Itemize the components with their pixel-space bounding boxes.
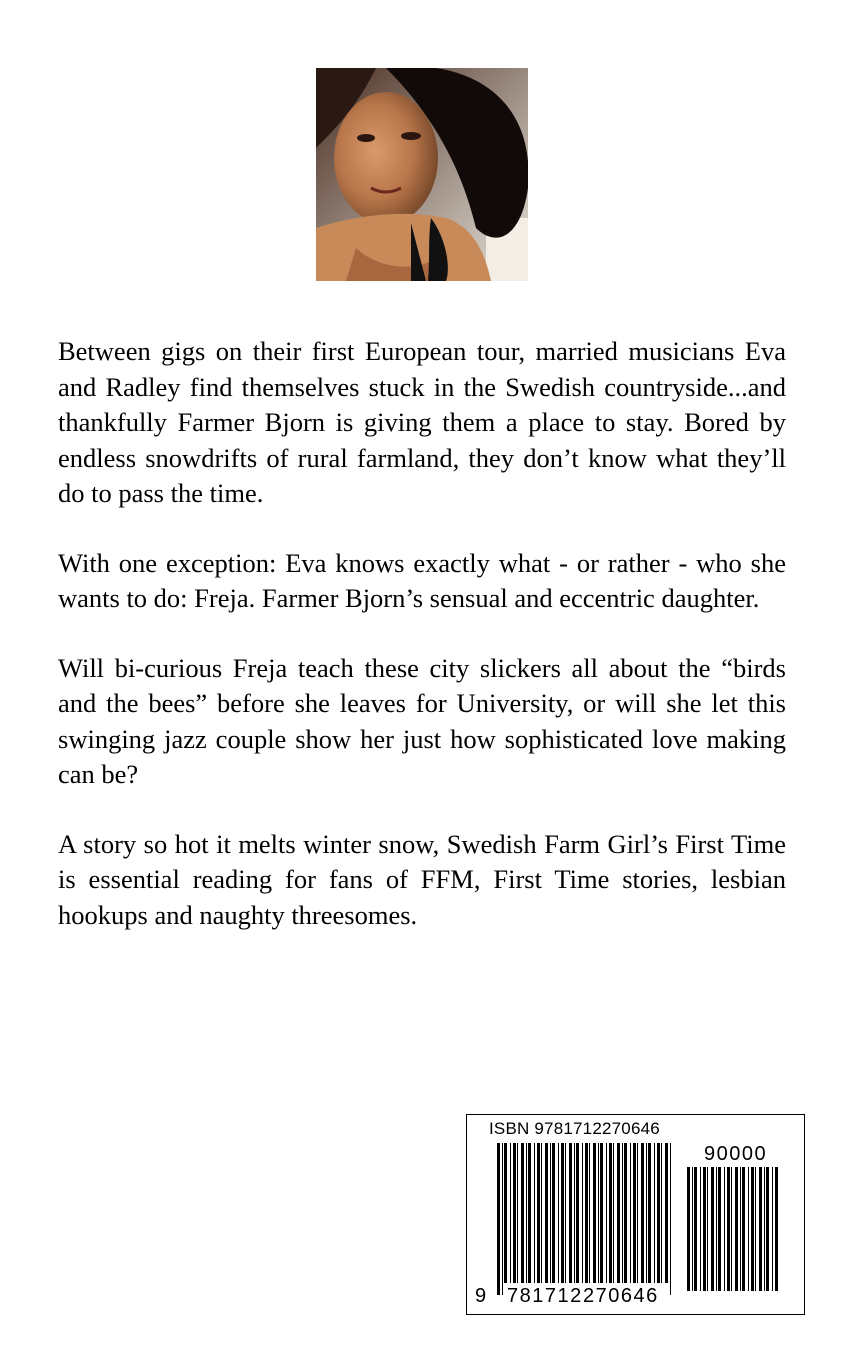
- barcode-bar: [537, 1143, 540, 1283]
- barcode-bar: [598, 1143, 599, 1283]
- barcode-bar: [700, 1167, 701, 1291]
- barcode-bar: [759, 1167, 762, 1291]
- barcode-bar: [665, 1143, 668, 1283]
- barcode-bar: [670, 1143, 671, 1295]
- barcode-bar: [711, 1167, 714, 1291]
- barcode-bar: [740, 1167, 741, 1291]
- price-code: 90000: [704, 1143, 768, 1165]
- barcode-bar: [687, 1167, 690, 1291]
- barcode-bar: [633, 1143, 636, 1283]
- barcode-bar: [574, 1143, 575, 1283]
- barcode-bar: [550, 1143, 551, 1283]
- blurb-paragraph: Between gigs on their first European tour, married musicians Eva and Radley find themselves stuck in the Swedish countryside...and thankfully Farmer Bjorn is giving them a place to stay. Bored by endless snowdrifts of rural farmland, they don’t know what they’ll do to pass the time.: [58, 336, 786, 508]
- barcode-bar: [510, 1143, 511, 1283]
- barcode-bar: [637, 1143, 638, 1283]
- barcode-bar: [609, 1143, 612, 1283]
- barcode-bar: [513, 1143, 516, 1283]
- barcode-bar: [703, 1167, 706, 1291]
- barcode-bar: [517, 1143, 518, 1283]
- barcode-bar: [775, 1167, 778, 1291]
- blurb-paragraph: Will bi-curious Freja teach these city slickers all about the “birds and the bees” before she leaves for University, or will she let this swinging jazz couple show her just how sophisticated love making can be?: [58, 652, 786, 789]
- barcode-bar: [755, 1167, 756, 1291]
- barcode-bar: [593, 1143, 596, 1283]
- barcode-bar: [727, 1167, 730, 1291]
- barcode-bar: [661, 1143, 662, 1283]
- barcode-bar: [585, 1143, 588, 1283]
- barcode-bar: [764, 1167, 765, 1291]
- author-photo-image: [316, 68, 528, 281]
- barcode-bar: [731, 1167, 732, 1291]
- isbn-label: ISBN 9781712270646: [489, 1119, 660, 1138]
- blurb-paragraph: A story so hot it melts winter snow, Swedish Farm Girl’s First Time is essential reading for fans of FFM, First Time stories, lesbian hookups and naughty threesomes.: [58, 828, 786, 930]
- barcode-bar: [735, 1167, 738, 1291]
- barcode-bar: [526, 1143, 527, 1283]
- barcode-bar: [748, 1167, 749, 1291]
- barcode-bar: [576, 1143, 579, 1283]
- barcode-bar: [545, 1143, 548, 1283]
- barcode-bar: [692, 1167, 693, 1291]
- barcode-bar: [648, 1143, 651, 1283]
- barcode-bar: [613, 1143, 614, 1283]
- barcode-bar: [504, 1143, 507, 1283]
- barcode-bar: [589, 1143, 590, 1283]
- barcode-bar: [541, 1143, 542, 1283]
- barcode-bar: [582, 1143, 583, 1283]
- barcode-bar: [617, 1143, 620, 1283]
- barcode-bar: [521, 1143, 524, 1283]
- barcode-lead-digit: 9: [475, 1285, 488, 1307]
- barcode-bar: [772, 1167, 773, 1291]
- barcode-bar: [716, 1167, 717, 1291]
- barcode-bar: [558, 1143, 559, 1283]
- barcode-bar: [742, 1167, 745, 1291]
- blurb-paragraph: With one exception: Eva knows exactly what - or rather - who she wants to do: Freja. Farmer Bjorn’s sensual and eccentric daughter.: [58, 547, 786, 613]
- barcode-bar: [654, 1143, 655, 1283]
- barcode-bar: [724, 1167, 725, 1291]
- barcode-bar: [561, 1143, 564, 1283]
- book-blurb: [58, 334, 786, 967]
- author-photo: [316, 68, 528, 281]
- barcode-bar: [630, 1143, 631, 1283]
- barcode-bar: [751, 1167, 754, 1291]
- barcode-bar: [766, 1167, 769, 1291]
- barcode-bar: [641, 1143, 644, 1283]
- barcode-bar: [534, 1143, 535, 1283]
- barcode-bar: [600, 1143, 603, 1283]
- barcode-digit-group-1: 781712: [507, 1285, 583, 1307]
- barcode-digit-group-2: 270646: [583, 1285, 659, 1307]
- barcode-bar: [528, 1143, 531, 1283]
- barcode-bar: [569, 1143, 572, 1283]
- barcode-bar: [565, 1143, 566, 1283]
- barcode-bar: [624, 1143, 627, 1283]
- barcode-bar: [502, 1143, 503, 1295]
- isbn-barcode: [466, 1114, 805, 1315]
- barcode-bar: [497, 1143, 500, 1295]
- barcode-bar: [694, 1167, 697, 1291]
- barcode-bar: [646, 1143, 647, 1283]
- barcode-bar: [606, 1143, 607, 1283]
- barcode-bar: [657, 1143, 660, 1283]
- barcode-bar: [718, 1167, 721, 1291]
- barcode-bar: [707, 1167, 708, 1291]
- barcode-bar: [552, 1143, 555, 1283]
- barcode-bar: [622, 1143, 623, 1283]
